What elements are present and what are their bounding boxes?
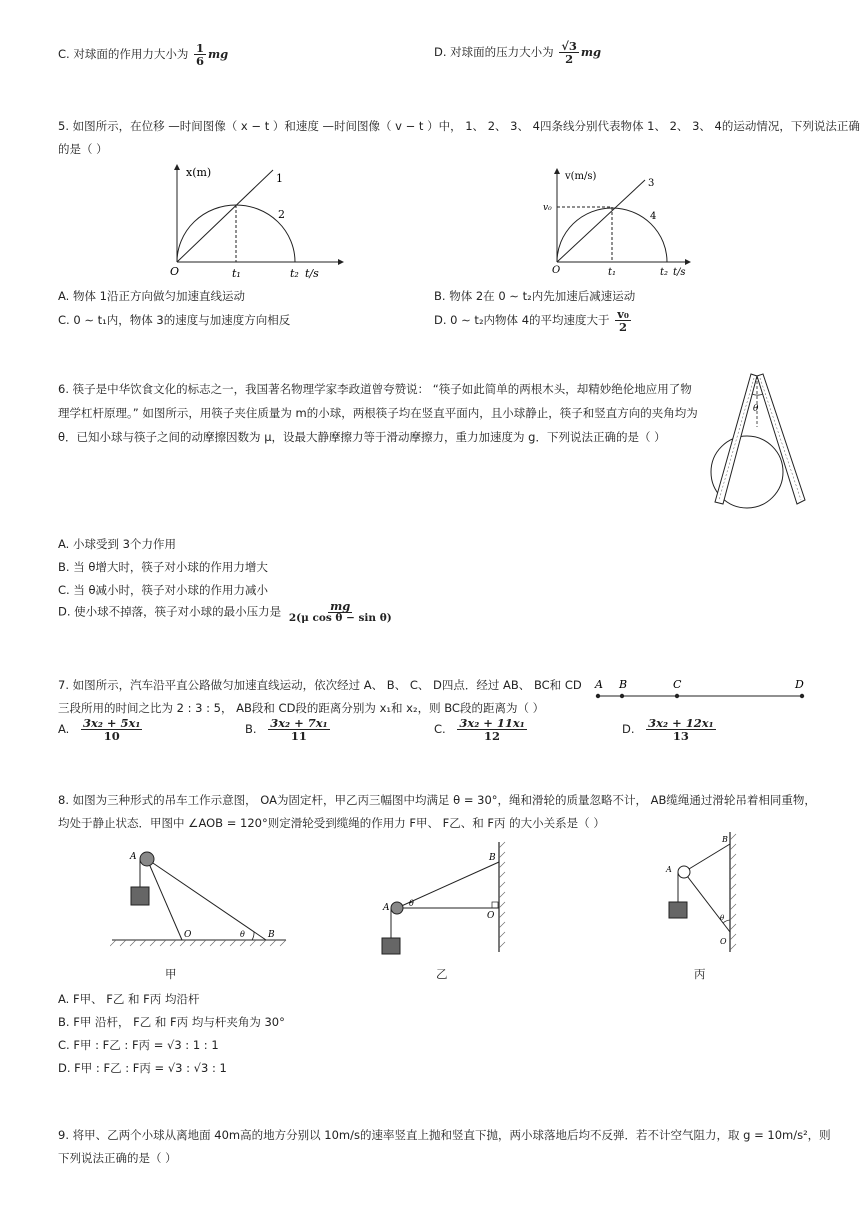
q6-angle-arc: [752, 394, 763, 395]
q8-bing-label-b: B: [722, 835, 728, 844]
q8-yi-weight: [382, 938, 400, 954]
q8-stem-line2: 均处于静止状态．甲图中 ∠AOB = 120°则定滑轮受到缆绳的作用力 F甲、 F乙、和 F丙 的大小关系是（ ）: [58, 816, 605, 830]
q5-g2-t2: t₂: [660, 267, 669, 278]
q8-option-d: D. F甲 : F乙 : F丙 = √3 : √3 : 1: [58, 1061, 227, 1075]
q8-bing-label-a: A: [666, 865, 672, 874]
q8-yi-label-o: O: [487, 911, 495, 921]
q8-yi-label-a: A: [383, 903, 390, 913]
q6-option-d-text: D. 使小球不掉落，筷子对小球的最小压力是: [58, 604, 285, 619]
q4-option-c-text: C. 对球面的作用力大小为: [58, 47, 192, 62]
q6-option-b: B. 当 θ增大时，筷子对小球的作用力增大: [58, 560, 268, 574]
q7-point-c: [675, 694, 679, 698]
q4-option-d-text: D. 对球面的压力大小为: [434, 45, 558, 60]
q6-option-d: [58, 600, 396, 624]
q5-stem-line2: 的是（ ）: [58, 142, 108, 156]
q5-option-a: A. 物体 1沿正方向做匀加速直线运动: [58, 289, 245, 303]
q8-bing-pulley: [678, 866, 690, 878]
q5-stem-line1: 5. 如图所示，在位移 —时间图像（ x − t ）和速度 —时间图像（ v − t ）中， 1、 2、 3、 4四条线分别代表物体 1、 2、 3、 4的运动情况，下列说法正确: [58, 119, 860, 133]
q5-option-d-text: D. 0 ∼ t₂内物体 4的平均速度大于: [434, 313, 614, 328]
q7-point-a: [596, 694, 600, 698]
q6-option-c: C. 当 θ减小时，筷子对小球的作用力减小: [58, 583, 269, 597]
q5-option-b: B. 物体 2在 0 ∼ t₂内先加速后减速运动: [434, 289, 636, 303]
q5-g2-v0: v₀: [543, 203, 552, 213]
q5-option-d-fraction: $\frac{\text{v₀}}{2}$: [617, 307, 629, 335]
q4-option-c: C. 对球面的作用力大小为 $\frac{1}{6}$ mg: [58, 41, 229, 69]
q8-jia-label-theta: θ: [240, 930, 245, 939]
q5-g1-line-1: [177, 170, 273, 262]
q5-g1-t2: t₂: [290, 267, 299, 280]
q8-yi-label-b: B: [489, 853, 496, 863]
q8-bing-wall-hatch: [730, 834, 736, 950]
q5-g1-ylabel: x(m): [186, 166, 212, 179]
q7-option-d-fraction: $\frac{\text{3x₂ + 12x₁}}{13}$: [648, 716, 714, 744]
q7-point-d: [800, 694, 804, 698]
q5-g2-line-3: [557, 180, 645, 262]
q4-option-c-fraction: $\frac{1}{6}$: [196, 41, 205, 69]
q6-option-d-fraction: $\frac{mg}{\text{2(μ cos θ − sin θ)}}$: [288, 599, 392, 625]
q8-caption-jia: 甲: [165, 967, 177, 981]
q7-option-b: B. $\frac{\text{3x₂ + 7x₁}}{11}$: [245, 716, 328, 744]
q7-road-figure: [590, 674, 810, 706]
q8-caption-bing: 丙: [694, 967, 706, 981]
q8-jia-label-b: B: [268, 930, 275, 940]
q5-option-c: C. 0 ∼ t₁内，物体 3的速度与加速度方向相反: [58, 313, 291, 327]
q5-vt-graph: [540, 165, 700, 285]
q8-figure-yi: [375, 840, 510, 960]
q8-option-c: C. F甲 : F乙 : F丙 = √3 : 1 : 1: [58, 1038, 219, 1052]
q5-xt-graph: [160, 160, 350, 285]
q5-g2-label-4: 4: [650, 211, 657, 222]
q5-g2-ylabel: v(m/s): [565, 171, 597, 182]
q7-label-d: D: [795, 678, 804, 691]
q8-figure-bing: [660, 830, 745, 955]
q7-option-a-fraction: $\frac{\text{3x₂ + 5x₁}}{10}$: [82, 716, 141, 744]
q4-option-d-fraction: $\frac{√3}{2}$: [561, 39, 577, 67]
q5-option-d: [434, 308, 633, 333]
q8-option-a: A. F甲、 F乙 和 F丙 均沿杆: [58, 992, 200, 1006]
q6-chopsticks-figure: [705, 372, 815, 522]
q8-bing-weight: [669, 902, 687, 918]
q8-caption-yi: 乙: [436, 967, 448, 981]
q5-g1-xlabel: t/s: [305, 267, 319, 280]
q8-jia-weight: [131, 887, 149, 905]
q5-g2-label-3: 3: [648, 178, 655, 189]
q5-g2-origin: O: [552, 265, 561, 276]
q7-point-b: [620, 694, 624, 698]
q9-stem-line1: 9. 将甲、乙两个小球从离地面 40m高的地方分别以 10m/s的速率竖直上抛和竖直下抛，两小球落地后均不反弹．若不计空气阻力，取 g = 10m/s²，则: [58, 1128, 831, 1142]
q8-figure-jia: [110, 845, 290, 950]
q8-bing-rope-ab: [684, 844, 730, 872]
q8-yi-label-theta: θ: [409, 899, 414, 908]
q7-label-a: A: [595, 678, 603, 691]
q7-option-d: D. $\frac{\text{3x₂ + 12x₁}}{13}$: [622, 716, 714, 744]
q7-option-b-fraction: $\frac{\text{3x₂ + 7x₁}}{11}$: [270, 716, 328, 744]
q7-option-c: C. $\frac{\text{3x₂ + 11x₁}}{12}$: [434, 716, 525, 744]
q7-label-b: B: [619, 678, 628, 691]
q5-g1-t1: t₁: [232, 267, 241, 280]
q8-jia-pulley: [140, 852, 154, 866]
q7-label-c: C: [673, 678, 682, 691]
q8-jia-ground-hatch: [110, 940, 286, 946]
q6-stem: 6. 筷子是中华饮食文化的标志之一，我国著名物理学家李政道曾夸赞说： “筷子如此简单的两根木头，却精妙绝伦地应用了物理学杠杆原理。” 如图所示，用筷子夹住质量为 m的小球，两根筷子均在竖直平面内，且小球静止，筷子和竖直方向的夹角均为 θ．已知小球与筷子之间的动摩擦因数为 μ，设最大静摩擦力等于滑动摩擦力，重力加速度为 g．下列说法正确的是（ ）: [58, 382, 698, 444]
q8-yi-right-angle: [492, 902, 498, 908]
q8-jia-label-o: O: [184, 930, 192, 940]
q5-g1-label-1: 1: [276, 172, 283, 185]
q8-jia-angle-arc: [252, 932, 254, 940]
q9-stem-line2: 下列说法正确的是（ ）: [58, 1151, 177, 1165]
q8-jia-label-a: A: [130, 852, 137, 862]
q5-g1-origin: O: [170, 265, 180, 278]
q7-stem-line1: 7. 如图所示，汽车沿平直公路做匀加速直线运动，依次经过 A、 B、 C、 D四点．经过 AB、 BC和 CD: [58, 678, 582, 692]
q5-g2-t1: t₁: [608, 267, 617, 278]
q6-theta: θ: [753, 404, 759, 414]
q5-g2-xlabel: t/s: [673, 267, 686, 278]
q8-yi-wall-hatch: [499, 842, 505, 948]
q4-option-d: D. 对球面的压力大小为 $\frac{√3}{2}$ mg: [434, 39, 602, 67]
q8-bing-label-theta: θ: [720, 914, 725, 922]
q5-g1-label-2: 2: [278, 208, 285, 221]
q7-stem-line2: 三段所用的时间之比为 2 : 3 : 5， AB段和 CD段的距离分别为 x₁和 x₂，则 BC段的距离为（ ）: [58, 701, 545, 715]
q7-option-a: A. $\frac{\text{3x₂ + 5x₁}}{10}$: [58, 716, 141, 744]
q6-left-chopstick: [715, 374, 757, 504]
q7-option-c-fraction: $\frac{\text{3x₂ + 11x₁}}{12}$: [459, 716, 525, 744]
q8-bing-label-o: O: [720, 937, 727, 946]
q6-option-a: A. 小球受到 3个力作用: [58, 537, 176, 551]
q8-stem-line1: 8. 如图为三种形式的吊车工作示意图， OA为固定杆，甲乙丙三幅图中均满足 θ = 30°，绳和滑轮的质量忽略不计， AB缆绳通过滑轮吊着相同重物，: [58, 793, 816, 807]
q8-option-b: B. F甲 沿杆， F乙 和 F丙 均与杆夹角为 30°: [58, 1015, 285, 1029]
q8-yi-pulley: [391, 902, 403, 914]
